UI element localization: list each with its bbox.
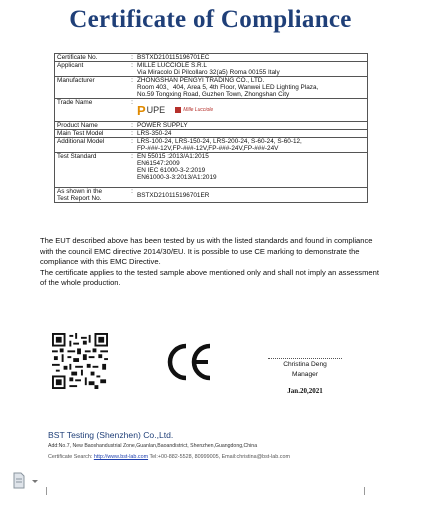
row-value (135, 153, 368, 188)
row-label-line-1: As shown in the (57, 188, 103, 195)
signature-line (268, 358, 342, 359)
additional-models-1: LRS-100-24, LRS-150-24, LRS-200-24, S-60-24, S-60-12, (137, 138, 302, 145)
row-test-standard (55, 153, 368, 188)
signature-date: Jan.20,2021 (287, 387, 323, 395)
row-test-report (55, 188, 368, 203)
row-manufacturer (55, 77, 368, 99)
row-applicant (55, 62, 368, 77)
compliance-statement (40, 236, 380, 289)
row-colon: : (129, 122, 135, 130)
row-label: Trade Name (55, 99, 130, 122)
upe-logo-mark-icon: P (137, 102, 146, 118)
footer-company: BST Testing (Shenzhen) Co.,Ltd. (48, 430, 174, 440)
row-colon: : (129, 130, 135, 138)
row-additional-model (55, 138, 368, 153)
footer-web-label: Certificate Search: (48, 454, 93, 460)
upe-logo-text: UPE (146, 104, 166, 115)
row-value (135, 62, 368, 77)
additional-models-2: FP-###-12V,FP-###-12V,FP-###-24V,FP-###-24V (137, 145, 279, 152)
mille-lucciole-logo (175, 107, 213, 114)
row-value (135, 77, 368, 99)
row-label-line-2: Test Report No. (57, 195, 102, 202)
row-product-name (55, 122, 368, 130)
standard-2: EN61547:2009 (137, 160, 180, 167)
row-label: Product Name (55, 122, 130, 130)
row-value (135, 99, 368, 122)
applicant-name: MILLE LUCCIOLE S.R.L (137, 62, 207, 69)
mille-logo-text: Mille Lucciole (183, 106, 214, 113)
row-value (135, 138, 368, 153)
row-label (55, 188, 130, 203)
row-main-test-model (55, 130, 368, 138)
trade-name-logos (137, 99, 365, 121)
row-trade-name (55, 99, 368, 122)
signatory-title: Manager (291, 371, 319, 378)
applicant-address: Via Miracolo Di Pilcollaro 32(a5) Roma 00155 Italy (137, 69, 280, 76)
footer-web-line (48, 454, 290, 460)
row-label: Main Test Model (55, 130, 130, 138)
manufacturer-address-1: Room 403、404, Area 5, 4th Floor, Wanwei LED Lighting Plaza, (137, 84, 319, 91)
statement-paragraph-2: The certificate applies to the tested sample above mentioned only and shall not imply an assessment of the whole production. (40, 267, 379, 287)
upe-logo (137, 102, 166, 118)
page-corner-left (38, 487, 47, 495)
row-colon: : (129, 153, 135, 188)
manufacturer-address-2: No.59 Tongxing Road, Guzhen Town, Zhongshan City (137, 91, 290, 98)
footer-web-link[interactable]: http://www.bst-lab.com (93, 454, 149, 460)
row-colon: : (129, 138, 135, 153)
standard-4: EN61000-3-3:2013/A1:2019 (137, 174, 217, 181)
certificate-title: Certificate of Compliance (69, 6, 352, 33)
manufacturer-name: ZHONGSHAN PENGYI TRADING CO., LTD. (137, 77, 265, 84)
row-colon: : (129, 77, 135, 99)
signature-block (268, 358, 342, 396)
row-label: Test Standard (55, 153, 130, 188)
row-label: Certificate No. (55, 54, 130, 62)
row-colon: : (129, 188, 135, 203)
row-colon: : (129, 62, 135, 77)
row-value: POWER SUPPLY (135, 122, 368, 130)
row-label: Additional Model (55, 138, 130, 153)
standard-1: EN 55015 :2013/A1:2015 (137, 153, 209, 160)
certificate-info-table (54, 53, 368, 203)
row-colon: : (129, 99, 135, 122)
row-label: Applicant (55, 62, 130, 77)
statement-paragraph-1: The EUT described above has been tested by us with the listed standards and found in compliance with the council EMC directive 2014/30/EU. It is possible to use CE marking to demonstrate the compliance with this EMC Directive. (40, 236, 373, 266)
row-value: LRS-350-24 (135, 130, 368, 138)
signatory-name: Christina Deng (283, 361, 327, 368)
standard-3: EN IEC 61000-3-2:2019 (137, 167, 206, 174)
row-label: Manufacturer (55, 77, 130, 99)
qr-code-icon (52, 333, 108, 389)
row-value: BSTXD210115196701ER (135, 188, 368, 203)
row-certificate-no (55, 54, 368, 62)
mille-logo-mark-icon (175, 107, 181, 113)
footer-contact: Tel:+00-882-5528, 80999005, Email:christina@bst-lab.com (149, 454, 290, 460)
row-value: BSTXD210115196701EC (135, 54, 368, 62)
ce-mark-icon (166, 342, 214, 382)
row-colon: : (129, 54, 135, 62)
footer-address: Add:No.7, New Baoshandustrial Zone,Guanlan,Baoandistrict, Shenzhen,Guangdong,China (48, 443, 258, 449)
page-corner-right (364, 487, 373, 495)
